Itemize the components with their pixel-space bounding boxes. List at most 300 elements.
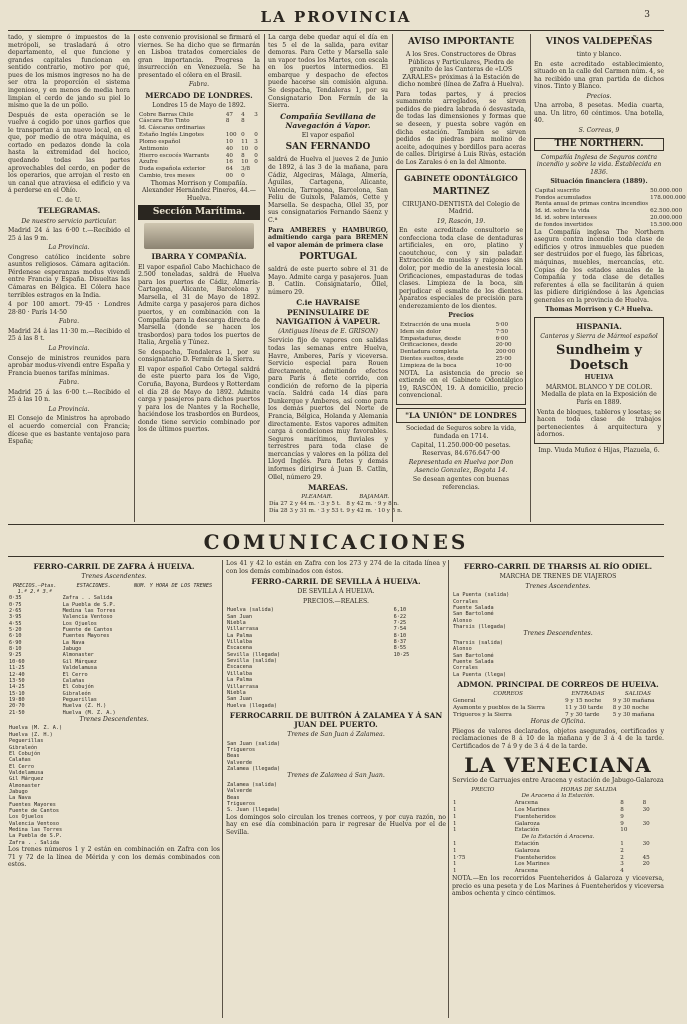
communications-banner: COMUNICACIONES <box>203 530 469 554</box>
market-row-cell: Antimonio <box>139 145 169 152</box>
price-table <box>399 322 523 370</box>
telegram-body: Consejo de ministros reunidos para aprobar modus-vivendi entre España y Francia buenos tarifas mínimas. <box>8 354 130 377</box>
market-title: MERCADO DE LONDRES. <box>145 90 253 100</box>
rail1-row-cell: Jabugo <box>62 646 82 653</box>
market-row-cell: 100 <box>225 132 237 139</box>
rail1-row-cell: Gibraleón <box>62 690 91 697</box>
rail2-row-cell: 6,10 <box>393 607 407 614</box>
top-rule <box>8 30 664 31</box>
ven-row2 <box>452 868 664 875</box>
tides-head <box>268 494 289 501</box>
market-row-cell: 3 <box>254 138 258 145</box>
ship-pre: El vapor español <box>301 131 355 139</box>
rail1-desc-row-cell: Los Ojuelos <box>9 814 44 821</box>
buitron-return-row-cell: S. Juan (llegada) <box>227 807 281 814</box>
rail1-row-cell: 21·50 <box>9 709 25 716</box>
mail-row <box>452 712 664 719</box>
price-row <box>399 349 523 356</box>
tharsis-desc-row-cell: Fuente Salada <box>453 658 494 665</box>
market-row-cell: 64 <box>225 166 233 173</box>
rail1-desc-row-cell: El Cerro <box>9 763 34 770</box>
ven-row2-cell: Los Marines <box>514 861 550 868</box>
rail-note: Los domingos solo circulan los trenes correos, y por cuya razón, no hay en ese día combinación para ir regresar de Huelva por el de Sevilla. <box>226 813 446 836</box>
ven-row2-cell: 1 <box>453 847 457 854</box>
market-row-cell: 00 <box>225 172 233 179</box>
ven-row2-cell: 1 <box>620 841 624 848</box>
tides-title: MAREAS. <box>308 483 348 493</box>
price-row-cell: 25·00 <box>495 356 512 363</box>
column-4 <box>396 34 526 522</box>
price-row <box>399 342 523 349</box>
mail-row-cell: General <box>453 697 476 704</box>
tharsis-desc-row <box>452 672 664 678</box>
ven-row2-cell: 2 <box>620 854 624 861</box>
northern-row <box>534 222 687 229</box>
tharsis-row-cell: San Bartolomé <box>453 611 494 618</box>
rail1-row-cell: La Puebla de S.P. <box>62 601 116 608</box>
ship-illustration <box>144 223 254 249</box>
northern-row-cell: 50.000.000 <box>650 187 683 194</box>
rail-table-asc <box>8 583 220 716</box>
mail-row-cell: Trigueros y la Sierra <box>453 711 512 718</box>
telegram-head: Madrid 25 á las 6·00 t.—Recibido el 25 á las 10 n. <box>8 388 130 404</box>
tharsis-row-cell: Alonso <box>453 617 472 624</box>
ship-notice-signature: Se despacha, Tendaleras 1, por su consignatario D. Fermín de la Sierra. <box>138 348 260 364</box>
ven-row2-cell: 20 <box>642 861 650 868</box>
tharsis-row-cell: La Puenta (salida) <box>453 592 510 599</box>
rail1-row-cell: 2·65 <box>9 608 22 615</box>
rail1-row-cell: Huelva (Z. H.) <box>62 703 107 710</box>
ven-row2-cell: 1·75 <box>453 854 466 861</box>
market-row-cell: Duda española exterior <box>139 166 206 173</box>
rail1-row-cell: Fuente de Cantos <box>62 627 113 634</box>
ven-row <box>452 807 664 814</box>
ven-row2 <box>452 861 664 868</box>
column-divider <box>530 34 531 522</box>
market-date: Londres 15 de Mayo de 1892. <box>152 102 246 110</box>
tides-head: BAJAMAR. <box>359 494 390 501</box>
veneciana-table <box>452 787 664 876</box>
rail1-row-cell: 14·25 <box>9 684 25 691</box>
rail1-row-cell: Huelva (M. Z. A.) <box>62 709 116 716</box>
northern-row-cell: 178.000.000 <box>650 194 686 201</box>
wine-signature: S. Correas, 9 <box>578 127 620 135</box>
telegram-service: De nuestro servicio particular. <box>21 217 117 225</box>
newspaper-title: LA PROVINCIA <box>260 8 412 26</box>
rail2-table <box>226 607 446 658</box>
tharsis-desc-row-cell: San Bartolomé <box>453 652 494 659</box>
price-row-cell: 10·00 <box>495 362 512 369</box>
telegram-body: El Consejo de Ministros ha aprobado el acuerdo comercial con Francia; dícese que es bastante ventajoso para España; <box>8 415 130 446</box>
northern-row <box>534 215 687 222</box>
market-row-cell <box>253 166 260 173</box>
column-divider <box>264 34 265 522</box>
rail-tharsis <box>452 560 664 1018</box>
market-row-cell: 0 <box>254 145 258 152</box>
rail1-row-cell: La Nava <box>62 639 85 646</box>
price-row-cell: Idem sin dolor <box>400 328 442 335</box>
tharsis-table <box>452 592 664 630</box>
rail2-row-cell: La Palma <box>227 632 252 639</box>
tides-cell: Día 28 <box>269 507 288 514</box>
market-row-cell: Estaño Inglés Lingotes <box>139 132 204 139</box>
ven-row-cell: Galaroza <box>514 820 540 827</box>
market-row <box>138 173 260 180</box>
tides-head: PLEAMAR. <box>301 494 333 501</box>
ven-row2-cell <box>642 868 664 875</box>
rail1-row-cell: Zafra . . Salida <box>62 595 113 602</box>
ven-row-cell: Estación <box>514 827 540 834</box>
northern-row-cell <box>649 201 687 208</box>
ven-row-cell: 9 <box>620 813 624 820</box>
rail2-row-cell: 10·25 <box>393 651 410 658</box>
price-row <box>399 322 523 329</box>
ven-row2-cell <box>642 848 664 855</box>
rail-sub: MARCHA DE TRENES DE VIAJEROS <box>499 573 617 581</box>
wine-title: VINOS VALDEPEÑAS <box>545 37 653 47</box>
price-row-cell: Empastaduras, desde <box>400 335 462 342</box>
rail2-table-return <box>226 658 446 709</box>
buitron-sub: Trenes de San Juan á Zalamea. <box>287 731 385 739</box>
rail1-row-cell: 0·75 <box>9 601 22 608</box>
portugal-ship: PORTUGAL <box>299 252 357 263</box>
column-divider <box>222 560 223 1018</box>
market-row <box>138 166 260 173</box>
ven-row-cell <box>642 814 664 821</box>
rail1-desc-row-cell: El Cobujón <box>9 750 41 757</box>
price-row-cell: Orificaciones, desde <box>400 342 458 349</box>
price-row <box>399 336 523 343</box>
wine-sub: tinto y blanco. <box>576 50 622 58</box>
northern-row-cell: Capital suscrito <box>535 187 580 194</box>
buitron-return-row-cell: Valverde <box>227 788 252 795</box>
price-row-cell: 200·00 <box>495 349 516 356</box>
market-row-cell <box>240 125 253 132</box>
market-row <box>138 146 260 153</box>
market-row-cell: Plomo español <box>139 138 181 145</box>
company-title: Compañía Sevillana de Navegación á Vapor. <box>280 111 376 130</box>
column-1 <box>8 34 130 522</box>
ven-row-cell: 1 <box>453 813 457 820</box>
rail2-row-cell: Villalba <box>227 639 252 646</box>
rail1-desc-row-cell: Peguerillas <box>9 738 44 745</box>
ven-row2-cell: 3 <box>620 861 624 868</box>
telegram-quotes: 4 por 100 amort. 79·45 · Londres 28·80 · París 14·50 <box>8 301 130 316</box>
rail1-desc-row-cell: La Puebla de S.P. <box>9 833 63 840</box>
banner-rule <box>8 556 664 557</box>
rail1-desc-row-cell: Fuente de Cantos <box>9 807 59 814</box>
market-row-cell: 0 <box>241 172 245 179</box>
buitron-table <box>226 741 446 773</box>
market-row-cell <box>253 125 260 132</box>
union-title: "LA UNIÓN" DE LONDRES <box>396 408 526 423</box>
price-row-cell: 20·00 <box>495 342 512 349</box>
ven-row2 <box>452 855 664 862</box>
price-row <box>399 356 523 363</box>
buitron-row-cell: Beas <box>227 753 240 760</box>
union-note: Se desean agentes con buenas referencias. <box>412 476 510 491</box>
buitron-row-cell: Valverde <box>227 759 252 766</box>
buitron-row-cell: Zalamea (llegada) <box>227 766 281 773</box>
rail1-row-cell: 10·60 <box>9 658 25 665</box>
mail-row-cell: 9 y 15 noche <box>565 697 602 704</box>
buitron-return-row-cell: Trigueros <box>227 801 256 808</box>
market-row-cell: Azufre <box>139 159 158 166</box>
tharsis-desc-row-cell: Alonso <box>453 646 472 653</box>
northern-row-cell: Fondos acumulados <box>535 194 592 201</box>
price-row <box>399 363 523 370</box>
northern-signature: Thomas Morrison y C.ª Huelva. <box>545 306 653 314</box>
market-row-cell: Cambio, tres meses <box>139 172 195 179</box>
price-note: NOTA. La asistencia de precio se extiende en el Gabinete Odontálgico 19, RASCÓN, 19. A domicilio, precio convencional. <box>399 369 523 400</box>
rail2-row-cell: 7·54 <box>393 626 407 633</box>
rail2-row-cell: Villarrasa <box>227 626 259 633</box>
mail-text: Pliegos de valores declarados, objetos asegurados, certificados y reclamaciones de 8 á 10 de la mañana y de 3 á 4 de la tarde. Certificados de 7 á 9 y de 3 á 4 de la tarde. <box>452 727 664 751</box>
article-paragraph: este convenio provisional se firmará el viernes. Se ha dicho que se firmarán en Lisboa tratados comerciales de gran importancia. Progresa la insurrección en Venezuela. Se ha presentado el cólera en el Brasil. <box>138 34 260 79</box>
northern-text: La Compañía inglesa The Northern asegura contra incendio toda clase de edificios y otros inmuebles que pueden ser destruidos por el fuego, las fábricas, máquinas, muebles, mercancías, etc. Copias de los estados anuales de la Compañía y toda clase de detalles referentes á ella se facilitarán á quien las pidiere dirigiéndose á las Agencias generales en la provincia de Huelva. <box>534 228 664 304</box>
market-row-cell: 40 <box>225 145 233 152</box>
market-row-cell: 4 <box>241 111 245 118</box>
ven-head: PRECIO <box>471 786 495 793</box>
rail2-return-row-cell: La Palma <box>227 677 252 684</box>
havraise-sub: (Antiguas líneas de E. GRISON) <box>278 327 378 335</box>
ven-row2-cell: 1 <box>453 861 457 868</box>
rail2-return-row-cell: Huelva (llegada) <box>227 702 277 709</box>
sundheim-city: HUELVA <box>584 374 614 382</box>
rail2-return-row-cell: Villalba <box>227 670 252 677</box>
ven-row-cell: 9 <box>620 820 624 827</box>
rail1-desc-row-cell: Gibraleón <box>9 744 38 751</box>
buitron-return-row-cell: Zalamea (salida) <box>227 782 277 789</box>
mail-row <box>452 698 664 705</box>
market-row-cell: 8 <box>241 118 245 125</box>
rail2-row-cell: Niebla <box>227 620 246 627</box>
rail1-row-cell: 8·10 <box>9 646 22 653</box>
price-row-cell: 6·00 <box>495 335 509 342</box>
tides-cell: 8 y 42 m. · 9 y 8 n. <box>346 501 399 508</box>
market-row-cell: Hierro escocés Warrants <box>139 152 210 159</box>
rail1-row-cell: 4·55 <box>9 620 22 627</box>
rail1-desc-row-cell: Jabugo <box>9 788 28 795</box>
market-row <box>138 132 260 139</box>
market-row-cell: 16 <box>225 159 233 166</box>
ven-row-cell: 1 <box>453 827 457 834</box>
mail-row-cell: 9 y 30 mañana <box>612 697 655 704</box>
market-table <box>138 112 260 180</box>
article-paragraph: Después de esta operación se le vuelve á cogido por unos garfios que le transportan á un nuevo local, en el que, por medio de otra máquina, es cortado en pedazos donde la cola hasta la extremidad del hocico, quedando todas las partes aprovechables del cerdo, en poder de los operarios, que arrojan el resto en un canal que atraviesa el edificio y va á perderse en el Ohío. <box>8 111 130 195</box>
rail1-desc-row-cell: Valencia Ventoso <box>9 820 59 827</box>
rail-asc-title: Trenes Ascendentes. <box>81 573 147 581</box>
tharsis-row-cell: Fuente Salada <box>453 604 494 611</box>
ven-row-cell: Fuenteheridos <box>514 813 556 820</box>
ven-row <box>452 814 664 821</box>
market-row-cell: 8 <box>241 152 245 159</box>
ven-row-cell: 8 <box>620 800 624 807</box>
market-row-cell: 0 <box>241 132 245 139</box>
price-row-cell: 7·50 <box>495 328 509 335</box>
price-row-cell: Extracción de una muela <box>400 321 471 328</box>
rail-note: Los trenes números 1 y 2 están en combinación en Zafra con los 71 y 72 de la línea de Mérida y con los demás combinados con estos. <box>8 846 220 869</box>
union-sub: Sociedad de Seguros sobre la vida, fundada en 1714. <box>405 425 517 440</box>
telegram-head: Madrid 24 á las 11·30 m.—Recibido el 25 á las 8 t. <box>8 327 130 343</box>
rail1-row-cell: 5·20 <box>9 627 22 634</box>
ven-row-cell: Los Marines <box>514 806 550 813</box>
ven-row-cell <box>642 827 664 834</box>
mail-row-cell: 5 y 30 mañana <box>612 711 655 718</box>
rail-sub2: PRECIOS.—REALES. <box>302 597 370 605</box>
rail1-row-cell: Valencia Ventoso <box>62 614 113 621</box>
ven-row2-cell: 1 <box>453 868 457 875</box>
buitron-sub-return: Trenes de Zalamea á San Juan. <box>287 772 385 780</box>
telegram-source: La Provincia. <box>48 344 90 352</box>
dentist-title: GABINETE ODONTÁLGICO <box>404 174 518 184</box>
ven-row-cell: 8 <box>620 806 624 813</box>
ven-row2-cell: 4 <box>620 868 624 875</box>
market-row-cell: Cáscara Rio Tinto <box>139 118 190 125</box>
telegram-signature: Fabra. <box>58 379 80 387</box>
market-row-cell: 10 <box>241 145 249 152</box>
ship-text: saldrá de Huelva el jueves 2 de Junio de 1892, á las 3 de la mañana, para Cádiz, Algeciras, Málaga, Almería, Águilas, Cartagena, Alicante, Valencia, Tarragona, Barcelona, San Feliu de Guixols, Palamós, Cette y Marsella. Se despacha, Ollel 35, por sus consignatarios Fernando Sáenz y C.ª <box>268 156 388 224</box>
article-signature: Fabra. <box>188 81 210 89</box>
ven-row2-cell: Estación <box>514 841 540 848</box>
telegram-title: TELEGRAMAS. <box>37 206 101 216</box>
northern-title: THE NORTHERN. <box>534 138 664 151</box>
rail-asc-title: Trenes Ascendentes. <box>525 582 591 590</box>
price-row-cell: Dientes sueltos, desde <box>400 356 464 363</box>
ambers-ad: Para AMBERES y HAMBURGO, admitiendo carga para BREMEN el vapor alemán de primera clase <box>268 226 388 249</box>
market-row-cell: 11 <box>241 138 249 145</box>
havraise-text: Servicio fijo de vapores con salidas todas las semanas entre Huelva, Havre, Amberes, París y viceversa. Servicio especial para Rouen directamente, admitiendo efectos para París á flete corrido, con condición de reforno de la piperia vacía. Saldrá cada 14 días para Dunkerque y Amberes, así como para los demás puertos del Norte de Francia, Bélgica, Holanda y Alemania directamente. Estos vapores admiten carga á condiciones muy favorables. Seguros marítimos, fluviales y terrestres para toda clase de mercancías y valores en la póliza del Lloyd Inglés. Para fletes y demás informes dirigirse á Juan B. Catlin, Ollel, número 29. <box>268 337 388 481</box>
rail-title: FERRO-CARRIL DE SEVILLA Á HUELVA. <box>251 577 421 587</box>
ven-row-cell: 30 <box>642 820 650 827</box>
market-row-cell: 0 <box>254 152 258 159</box>
page-number: 3 <box>644 10 650 20</box>
market-row-cell: 47 <box>225 111 233 118</box>
rail-head: PRECIOS.—Ptas. <box>12 582 57 589</box>
printer: Imp. Viuda Muñoz é Hijas, Plazuela, 6. <box>538 446 660 454</box>
northern-row <box>534 188 687 195</box>
tides-cell: 9 y 42 m. · 10 y 5 n. <box>346 507 403 514</box>
sundheim-name: Sundheim y Doetsch <box>556 342 642 374</box>
rail-desc-title: Trenes Descendentes. <box>523 630 593 638</box>
tharsis-row-cell: Corrales <box>453 598 478 605</box>
northern-row-cell: 62.500.000 <box>650 208 683 215</box>
rail-head: NUM. Y HORA DE LOS TRENES <box>134 582 213 589</box>
column-divider <box>392 34 393 522</box>
tides-cell: 3 y 31 m. · 3 y 53 t. <box>289 507 345 514</box>
market-row <box>138 139 260 146</box>
rail1-row-cell: Gil Márquez <box>62 658 97 665</box>
wine-prices: Una arroba, 8 pesetas. Media cuarta, una. Un litro, 60 céntimos. Una botella, 40. <box>534 102 664 125</box>
ven-row2-cell: 1 <box>453 841 457 848</box>
price-row <box>399 329 523 336</box>
market-row-cell: 0 <box>254 132 258 139</box>
market-signature: Thomas Morrison y Compañía. Alexander Hernández Pineros, 44.—Huelva. <box>142 179 256 202</box>
mail-title: ADMON. PRINCIPAL DE CORREOS DE HUELVA. <box>457 679 659 689</box>
rail1-row-cell: 12·40 <box>9 671 25 678</box>
union-representative: Representada en Huelva por Don Asencio Gonzalez, Bogota 14. <box>408 459 514 474</box>
ven-row <box>452 800 664 807</box>
rail1-desc-row-cell: Huelva (Z. H.) <box>9 731 53 738</box>
rail1-desc-row-cell: Medina las Torres <box>9 826 63 833</box>
column-divider <box>134 34 135 522</box>
price-row-cell: 5·00 <box>495 321 509 328</box>
rail1-row-cell: Peguerillas <box>62 696 97 703</box>
rail2-return-row-cell: San Juan <box>227 696 252 703</box>
rail1-row-cell: Los Ojuelos <box>62 620 97 627</box>
northern-row-cell: Renta anual de primas contra incendios <box>535 201 649 208</box>
tharsis-desc-row-cell: Tharsis (salida) <box>453 639 503 646</box>
tharsis-desc-row-cell: La Puenta (llega) <box>453 671 507 678</box>
tides-row <box>268 501 403 508</box>
rail1-row-cell: 6·10 <box>9 633 22 640</box>
ven-row2-cell: 30 <box>642 841 650 848</box>
northern-row <box>534 201 687 208</box>
market-row-cell: 3/8 <box>241 166 251 173</box>
masthead <box>0 8 672 26</box>
column-2 <box>138 34 260 522</box>
rail1-row-cell: 11·25 <box>9 665 25 672</box>
ship-notice: El vapor español Cabo Ortegal saldrá de este puerto para los de Vigo, Coruña, Bayona, Burdeos y Rotterdam el día 28 de Mayo de 1892. Admite carga y pasajeros para dichos puertos y para los de Nantes y la Rochelle, haciéndose los trasbordos en Burdeos, donde tiene servicio combinado por los de últimos puertos. <box>138 365 260 434</box>
mail-row <box>452 705 664 712</box>
mail-table <box>452 691 664 718</box>
tides-cell: Día 27 <box>269 501 288 508</box>
rail1-row-cell: 0·35 <box>9 595 22 602</box>
rail2-row-cell: 8·37 <box>393 639 407 646</box>
wine-text: En este acreditado establecimiento, situado en la calle del Carmen núm. 4, se ha recibido una gran partida de dichos vinos. Tinto y Blanco. <box>534 60 664 91</box>
maritime-section-title: Sección Marítima. <box>138 205 260 220</box>
ven-row-cell: 1 <box>453 820 457 827</box>
sundheim-text2: Venta de bloques, tableros y losetas; se hacen toda clase de trabajos pertenecientes á arquitectura y adornos. <box>537 408 661 439</box>
rail1-row-cell: 6·90 <box>9 639 22 646</box>
veneciana-note: NOTA.—En los recorridos Fuenteheridos á Galaroza y viceversa, precio es una peseta y de Los Marines á Fuenteheridos y viceversa ambos ochenta y cinco céntimos. <box>452 875 664 898</box>
rail2-return-row-cell: Escacena <box>227 664 252 671</box>
market-row-cell: Id. Cáscaras ordinarias <box>139 125 205 132</box>
market-row-cell: 0 <box>254 159 258 166</box>
rail1-desc-row-cell: Huelva (M. Z. A.) <box>9 725 63 732</box>
hispania-sub: Canteros y Sierra de Mármol español <box>540 333 658 341</box>
rail1-row-cell: 15·10 <box>9 690 25 697</box>
tharsis-row-cell: Tharsis (llegada) <box>453 623 507 630</box>
rail1-row-cell: Valdelamusa <box>62 665 97 672</box>
rail1-row-cell: 3·95 <box>9 614 22 621</box>
ship-name: SAN FERNANDO <box>285 142 371 153</box>
northern-row-cell: de fondos invertidos <box>535 221 593 228</box>
northern-row-cell: 20.000.000 <box>650 215 683 222</box>
buitron-return-row-cell: Beas <box>227 794 240 801</box>
market-row-cell <box>253 118 260 125</box>
telegram-body: Congreso católico incidente sobre asuntos religiosos. Cámara agitación. Pérdenese esperanzas modus vivendi entre Francia y España. Disueltas las Cámaras en Bélgica. El Cólera hace terribles estragos en la India. <box>8 253 130 299</box>
rail1-row-cell: El Cobujón <box>62 684 94 691</box>
ven-row2 <box>452 848 664 855</box>
dentist-address: 19, Rascón, 19. <box>436 217 486 225</box>
price-row-cell: Dentadura completa <box>400 349 459 356</box>
wine-prices-head: Precios. <box>586 92 612 100</box>
northern-sub: Compañía Inglesa de Seguros contra incendio y sobre la vida. Establecida en 1836. <box>536 153 662 176</box>
notice-sub: A los Sres. Constructores de Obras Públicas y Particulares, Piedra de granito de las Canteras de «LOS ZARALES» próximas á la Estación de dicho nombre (línea de Zafra á Huelva). <box>398 50 524 89</box>
rail1-row-cell: Medina las Torres <box>62 608 116 615</box>
market-row-cell <box>225 125 240 132</box>
veneciana-sub: Servicio de Carruajes entre Aracena y estación de Jabugo-Galaroza <box>452 776 664 784</box>
havraise-title: C.ie HAVRAISE PENINSULAIRE DE NAVIGATION Á VAPEUR. <box>275 298 381 326</box>
rail-head: ESTACIONES. <box>76 582 112 589</box>
rail1-desc-row-cell: La Nava <box>9 795 31 802</box>
price-title: Precios <box>448 312 474 320</box>
article-signature: C. de U. <box>56 196 82 204</box>
rail-sevilla-huelva <box>226 560 446 1018</box>
column-3 <box>268 34 403 522</box>
market-row-cell: 10 <box>241 159 249 166</box>
